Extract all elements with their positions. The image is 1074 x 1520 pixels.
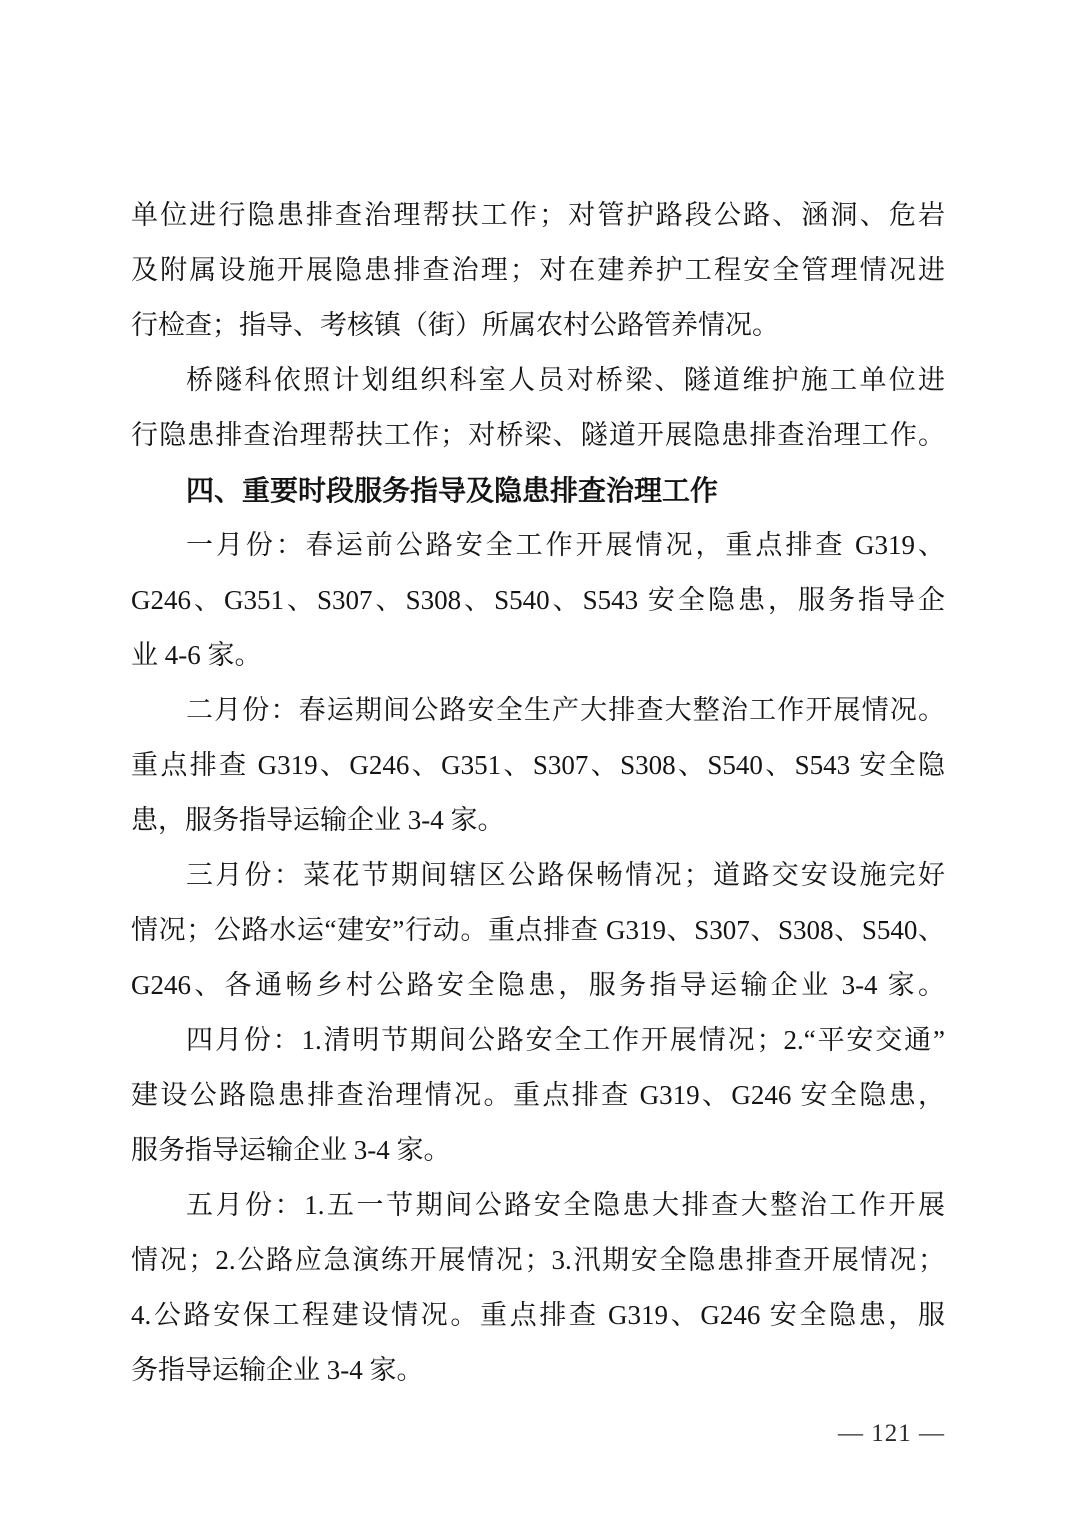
- text-line: 单位进行隐患排查治理帮扶工作；对管护路段公路、涵洞、危岩: [131, 200, 945, 230]
- document-body: [131, 188, 945, 1398]
- text-line: 三月份：菜花节期间辖区公路保畅情况；道路交安设施完好: [186, 860, 945, 890]
- text-line: 建设公路隐患排查治理情况。重点排查 G319、G246 安全隐患，: [131, 1080, 945, 1110]
- paragraph-may: [131, 1178, 945, 1398]
- paragraph-april: [131, 1013, 945, 1178]
- page-number: — 121 —: [838, 1420, 945, 1447]
- text-line: 务指导运输企业 3-4 家。: [131, 1355, 424, 1385]
- text-line: 重点排查 G319、G246、G351、S307、S308、S540、S543 安全隐: [131, 750, 945, 780]
- text-line: 五月份：1.五一节期间公路安全隐患大排查大整治工作开展: [186, 1190, 945, 1220]
- text-line: G246、各通畅乡村公路安全隐患，服务指导运输企业 3-4 家。: [131, 970, 945, 1000]
- text-line: 四月份：1.清明节期间公路安全工作开展情况；2.“平安交通”: [186, 1025, 945, 1055]
- text-line: 及附属设施开展隐患排查治理；对在建养护工程安全管理情况进: [131, 255, 945, 285]
- text-line: 行隐患排查治理帮扶工作；对桥梁、隧道开展隐患排查治理工作。: [131, 420, 945, 450]
- paragraph-maintenance-continuation: [131, 188, 945, 353]
- text-line: 四、重要时段服务指导及隐患排查治理工作: [186, 475, 719, 506]
- paragraph-january: [131, 518, 945, 683]
- text-line: 4.公路安保工程建设情况。重点排查 G319、G246 安全隐患，服: [131, 1300, 945, 1330]
- section-heading-four: [131, 463, 945, 518]
- text-line: 二月份：春运期间公路安全生产大排查大整治工作开展情况。: [186, 695, 945, 725]
- text-line: 桥隧科依照计划组织科室人员对桥梁、隧道维护施工单位进: [186, 365, 945, 395]
- text-line: 业 4-6 家。: [131, 640, 262, 670]
- text-line: 情况；公路水运“建安”行动。重点排查 G319、S307、S308、S540、: [131, 915, 945, 945]
- text-line: 一月份：春运前公路安全工作开展情况，重点排查 G319、: [186, 530, 945, 560]
- text-line: 服务指导运输企业 3-4 家。: [131, 1135, 451, 1165]
- text-line: 行检查；指导、考核镇（街）所属农村公路管养情况。: [131, 310, 779, 340]
- text-line: 患，服务指导运输企业 3-4 家。: [131, 805, 505, 835]
- page-footer: [131, 1414, 945, 1454]
- paragraph-february: [131, 683, 945, 848]
- paragraph-bridge-tunnel: [131, 353, 945, 463]
- text-line: 情况；2.公路应急演练开展情况；3.汛期安全隐患排查开展情况；: [131, 1245, 945, 1275]
- paragraph-march: [131, 848, 945, 1013]
- text-line: G246、G351、S307、S308、S540、S543 安全隐患，服务指导企: [131, 585, 945, 615]
